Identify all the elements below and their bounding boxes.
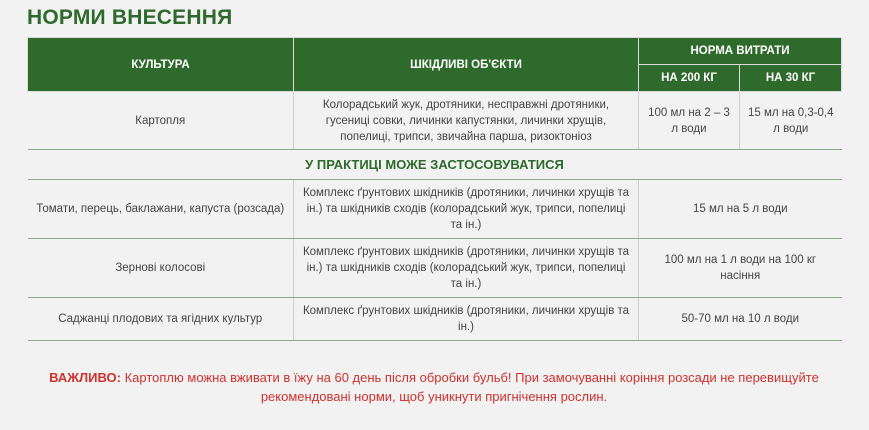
header-culture: КУЛЬТУРА bbox=[28, 38, 294, 92]
cell-pests: Комплекс ґрунтових шкідників (дротяники, личинки хрущів та ін.) bbox=[294, 298, 639, 341]
cell-pests: Комплекс ґрунтових шкідників (дротяники, личинки хрущів та ін.) та шкідників сходів (колорадський жук, трипси, попелиці та ін.) bbox=[294, 180, 639, 239]
cell-culture: Зернові колосові bbox=[28, 239, 294, 298]
cell-pests: Комплекс ґрунтових шкідників (дротяники, личинки хрущів та ін.) та шкідників сходів (колорадський жук, трипси, попелиці та ін.) bbox=[294, 239, 639, 298]
cell-rate-200: 100 мл на 2 – 3 л води bbox=[639, 92, 740, 150]
cell-rate: 50-70 мл на 10 л води bbox=[639, 298, 842, 341]
cell-culture: Картопля bbox=[28, 92, 294, 150]
norms-table bbox=[27, 37, 842, 341]
header-pests: ШКІДЛИВІ ОБ'ЄКТИ bbox=[294, 38, 639, 92]
table-row bbox=[28, 180, 842, 239]
table-row bbox=[28, 298, 842, 341]
cell-rate: 100 мл на 1 л води на 100 кг насіння bbox=[639, 239, 842, 298]
cell-culture: Томати, перець, баклажани, капуста (розсада) bbox=[28, 180, 294, 239]
section-row bbox=[28, 150, 842, 180]
page-title: НОРМИ ВНЕСЕННЯ bbox=[27, 6, 233, 29]
warning-note bbox=[27, 368, 841, 406]
header-rate: НОРМА ВИТРАТИ bbox=[639, 38, 842, 65]
table-row-potato bbox=[28, 92, 842, 150]
section-title: У ПРАКТИЦІ МОЖЕ ЗАСТОСОВУВАТИСЯ bbox=[28, 150, 842, 180]
header-rate-200: НА 200 КГ bbox=[639, 65, 740, 92]
warning-label: ВАЖЛИВО: bbox=[49, 370, 121, 385]
cell-rate: 15 мл на 5 л води bbox=[639, 180, 842, 239]
warning-text: Картоплю можна вживати в їжу на 60 день після обробки бульб! При замочуванні коріння розсади не перевищуйте рекомендовані норми, щоб уникнути пригнічення рослин. bbox=[121, 370, 819, 404]
cell-rate-30: 15 мл на 0,3-0,4 л води bbox=[740, 92, 842, 150]
cell-pests: Колорадський жук, дротяники, несправжні дротяники, гусениці совки, личинки капустянки, личинки хрущів, попелиці, трипси, звичайна парша, ризоктоніоз bbox=[294, 92, 639, 150]
header-rate-30: НА 30 КГ bbox=[740, 65, 842, 92]
table-row bbox=[28, 239, 842, 298]
cell-culture: Саджанці плодових та ягідних культур bbox=[28, 298, 294, 341]
